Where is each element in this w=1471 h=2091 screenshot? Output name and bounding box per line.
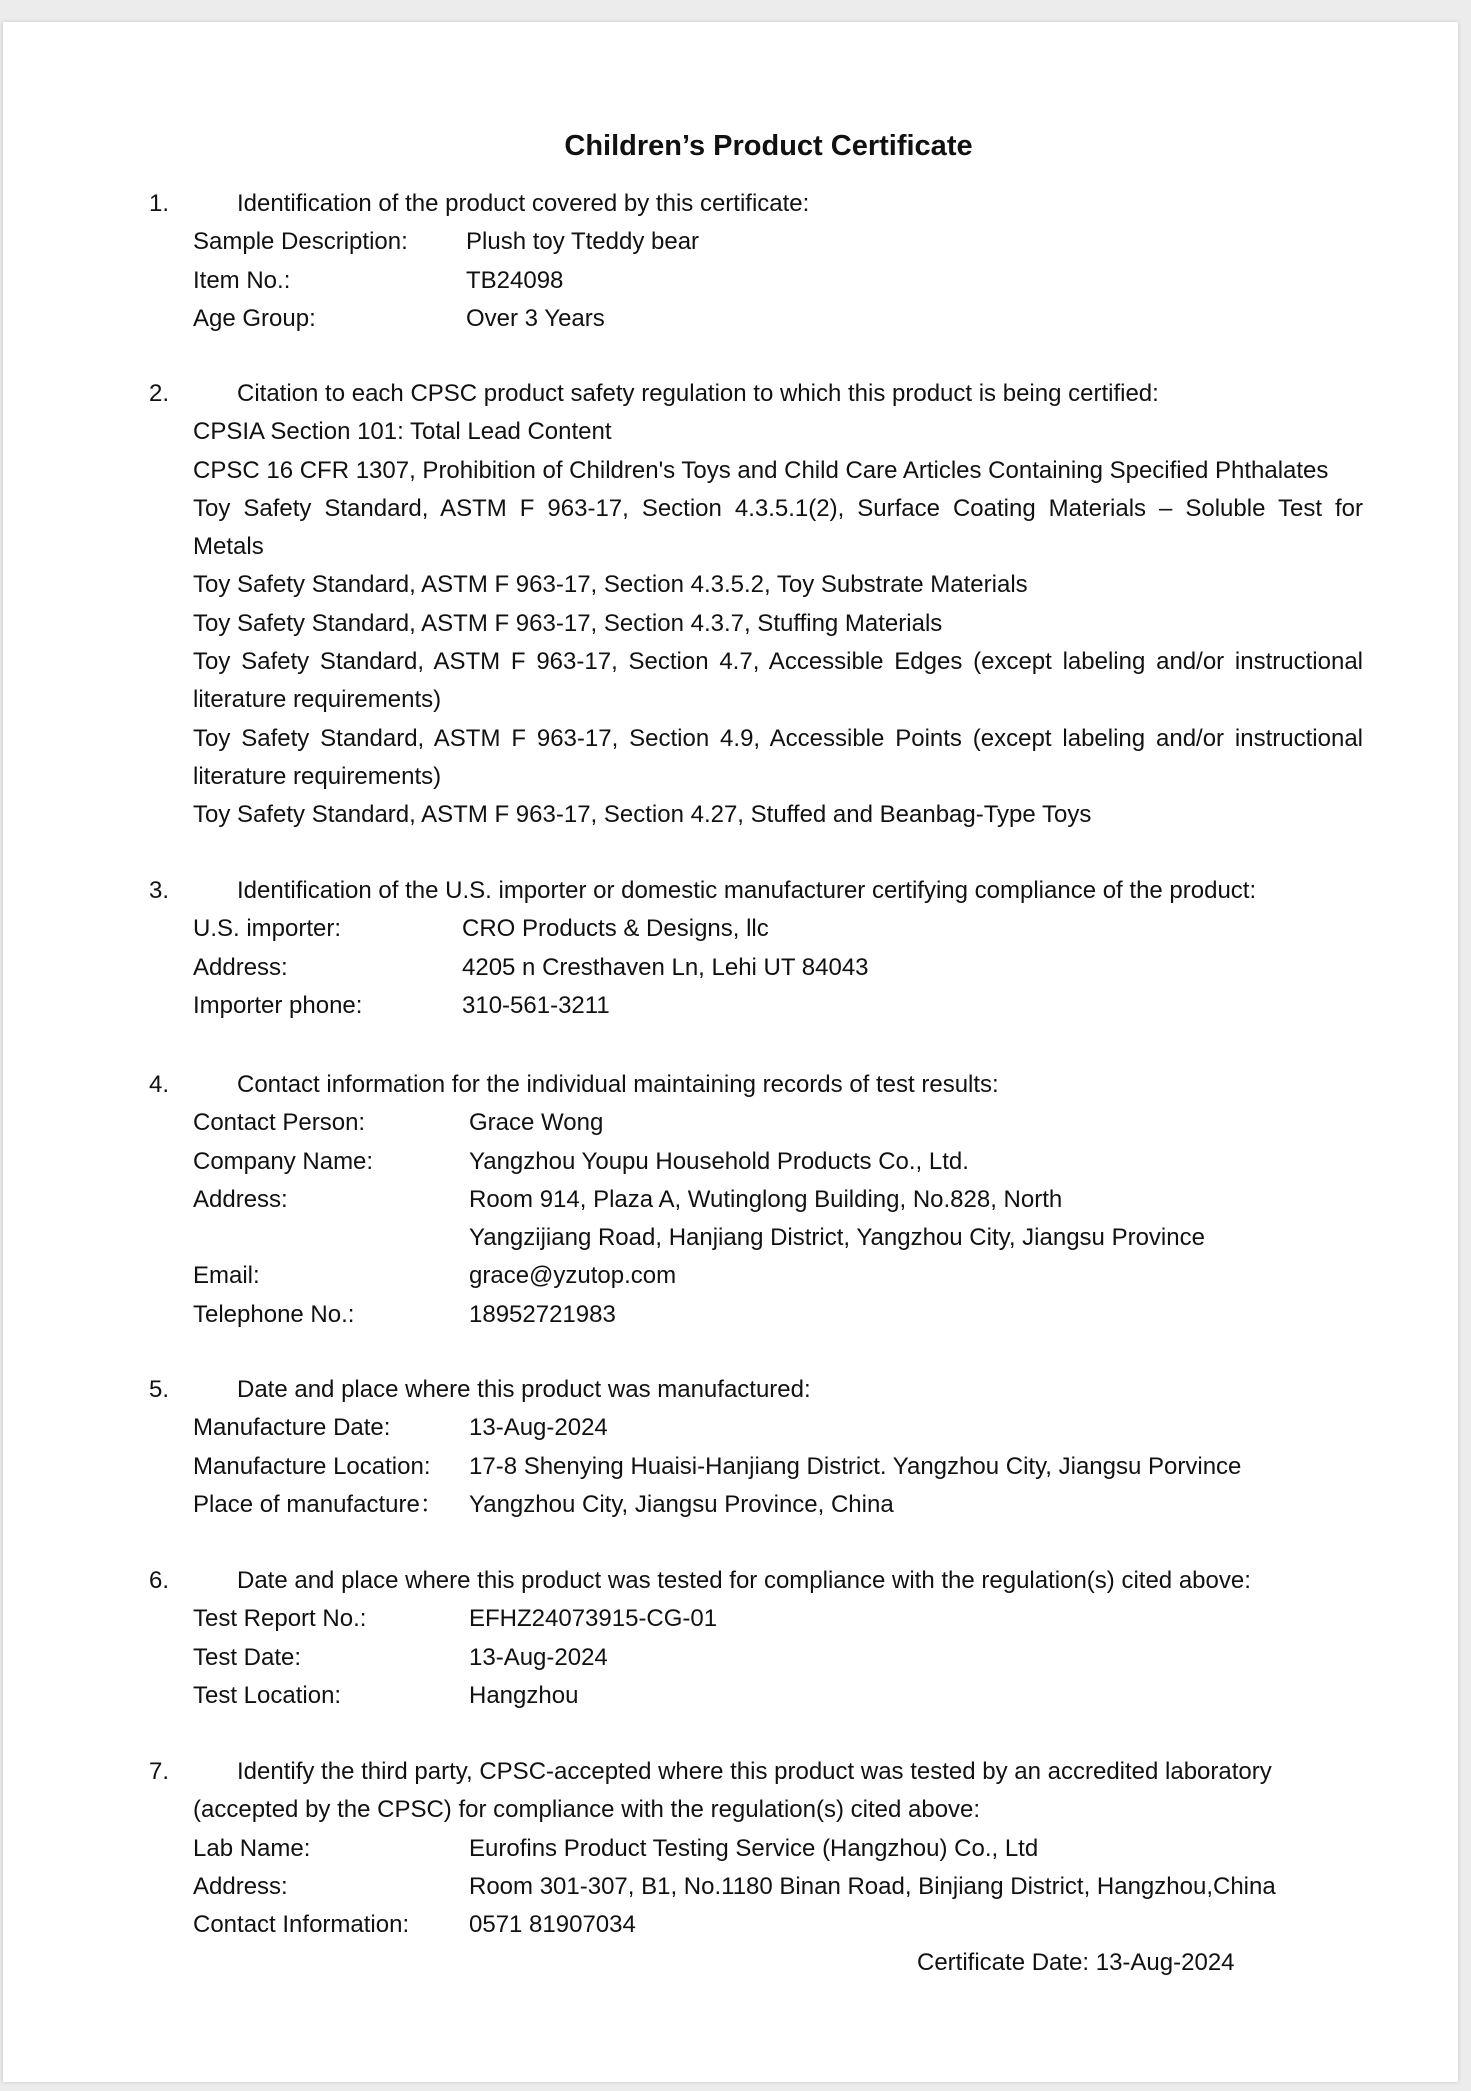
regulation-line: Toy Safety Standard, ASTM F 963-17, Section 4.3.5.2, Toy Substrate Materials [193,571,1028,599]
section-6-testing [3,1562,1458,1715]
field-label: Test Date: [193,1643,302,1671]
section-heading: Date and place where this product was manufactured: [237,1376,811,1403]
field-row [3,1830,1458,1868]
field-label: Telephone No.: [193,1300,355,1328]
field-value: 310-561-3211 [462,991,610,1019]
section-3-importer [3,872,1458,1025]
field-value: Yangzhou Youpu Household Products Co., Ltd. [469,1147,969,1175]
field-label: Company Name: [193,1147,374,1175]
field-label: Contact Information: [193,1911,410,1939]
field-value: Room 301-307, B1, No.1180 Binan Road, Binjiang District, Hangzhou,China [469,1872,1276,1900]
field-row [3,223,1458,261]
field-row [3,1906,1458,1944]
section-number: 7. [149,1758,170,1785]
field-row [3,910,1458,948]
section-heading-continued: (accepted by the CPSC) for compliance with the regulation(s) cited above: [193,1796,981,1824]
field-row [3,1600,1458,1638]
field-label: Place of manufacture： [193,1490,444,1518]
section-4-contact [3,1066,1458,1334]
section-heading: Identification of the U.S. importer or domestic manufacturer certifying compliance of the product: [237,877,1257,904]
section-heading: Identify the third party, CPSC-accepted where this product was tested by an accredited laboratory [237,1758,1272,1785]
regulation-line: literature requirements) [193,762,442,790]
regulation-line: Toy Safety Standard, ASTM F 963-17, Section 4.9, Accessible Points (except labeling and/or instructional [193,724,1363,752]
field-row [3,1677,1458,1715]
field-label: Test Report No.: [193,1605,367,1633]
field-label: Manufacture Date: [193,1414,391,1442]
field-value: grace@yzutop.com [469,1262,677,1290]
field-label: Lab Name: [193,1834,311,1862]
field-label: Email: [193,1262,260,1290]
field-label: Item No.: [193,266,291,294]
section-heading: Date and place where this product was tested for compliance with the regulation(s) cited above: [237,1567,1251,1594]
field-label: Importer phone: [193,991,363,1019]
section-heading: Citation to each CPSC product safety regulation to which this product is being certified: [237,380,1159,407]
field-value: Over 3 Years [466,304,605,332]
field-value: 17-8 Shenying Huaisi-Hanjiang District. Yangzhou City, Jiangsu Porvince [469,1452,1242,1480]
field-label: Manufacture Location: [193,1452,431,1480]
field-row [3,1257,1458,1295]
field-row [3,1639,1458,1677]
field-value: 18952721983 [469,1300,616,1328]
field-value: Hangzhou [469,1681,579,1709]
field-label: Sample Description: [193,228,408,256]
field-value: TB24098 [466,266,564,294]
regulation-line: CPSIA Section 101: Total Lead Content [193,418,612,446]
field-label: Age Group: [193,304,316,332]
field-row [3,1104,1458,1142]
regulation-line: Toy Safety Standard, ASTM F 963-17, Section 4.27, Stuffed and Beanbag-Type Toys [193,801,1092,829]
regulation-line: Toy Safety Standard, ASTM F 963-17, Section 4.7, Accessible Edges (except labeling and/or instructional [193,648,1363,676]
regulation-line: Metals [193,533,264,561]
field-label: Address: [193,1872,288,1900]
field-value: 13-Aug-2024 [469,1643,608,1671]
certificate-date: Certificate Date: 13-Aug-2024 [917,1949,1235,1976]
field-label: Address: [193,1185,288,1213]
section-number: 2. [149,380,170,407]
regulation-line: Toy Safety Standard, ASTM F 963-17, Section 4.3.5.1(2), Surface Coating Materials – Soluble Test for [193,494,1363,522]
field-row [3,1219,1458,1257]
document-title: Children’s Product Certificate [564,130,973,162]
certificate-page [3,22,1458,2082]
field-row [3,1486,1458,1524]
field-value: EFHZ24073915-CG-01 [469,1605,718,1633]
field-row [3,1409,1458,1447]
field-row [3,1448,1458,1486]
field-value: 4205 n Cresthaven Ln, Lehi UT 84043 [462,953,869,981]
section-2-regulations [3,375,1458,835]
field-value: CRO Products & Designs, llc [462,915,769,943]
section-number: 5. [149,1376,170,1403]
field-row [3,300,1458,338]
field-label: Test Location: [193,1681,342,1709]
field-row [3,1296,1458,1334]
field-value: Yangzijiang Road, Hanjiang District, Yangzhou City, Jiangsu Province [469,1224,1205,1252]
field-value: Eurofins Product Testing Service (Hangzhou) Co., Ltd [469,1834,1039,1862]
field-row [3,1868,1458,1906]
section-heading: Contact information for the individual maintaining records of test results: [237,1071,999,1098]
section-1-product-identification [3,185,1458,338]
field-label: Contact Person: [193,1109,366,1137]
field-value: Room 914, Plaza A, Wutinglong Building, No.828, North [469,1185,1063,1213]
field-value: Plush toy Tteddy bear [466,228,700,256]
section-number: 1. [149,190,170,217]
field-row [3,262,1458,300]
field-row [3,949,1458,987]
section-5-manufacture [3,1371,1458,1524]
section-number: 3. [149,877,170,904]
field-row [3,1143,1458,1181]
section-number: 6. [149,1567,170,1594]
section-number: 4. [149,1071,170,1098]
section-heading: Identification of the product covered by this certificate: [237,190,810,217]
field-value: 0571 81907034 [469,1911,636,1939]
field-row [3,1181,1458,1219]
regulation-line: Toy Safety Standard, ASTM F 963-17, Section 4.3.7, Stuffing Materials [193,609,943,637]
field-label: U.S. importer: [193,915,342,943]
regulation-line: CPSC 16 CFR 1307, Prohibition of Children's Toys and Child Care Articles Containing Specified Phthalates [193,456,1329,484]
field-value: Grace Wong [469,1109,604,1137]
regulation-line: literature requirements) [193,686,442,714]
field-value: 13-Aug-2024 [469,1414,608,1442]
field-label: Address: [193,953,288,981]
field-row [3,987,1458,1025]
section-7-laboratory [3,1753,1458,1944]
field-value: Yangzhou City, Jiangsu Province, China [469,1490,894,1518]
